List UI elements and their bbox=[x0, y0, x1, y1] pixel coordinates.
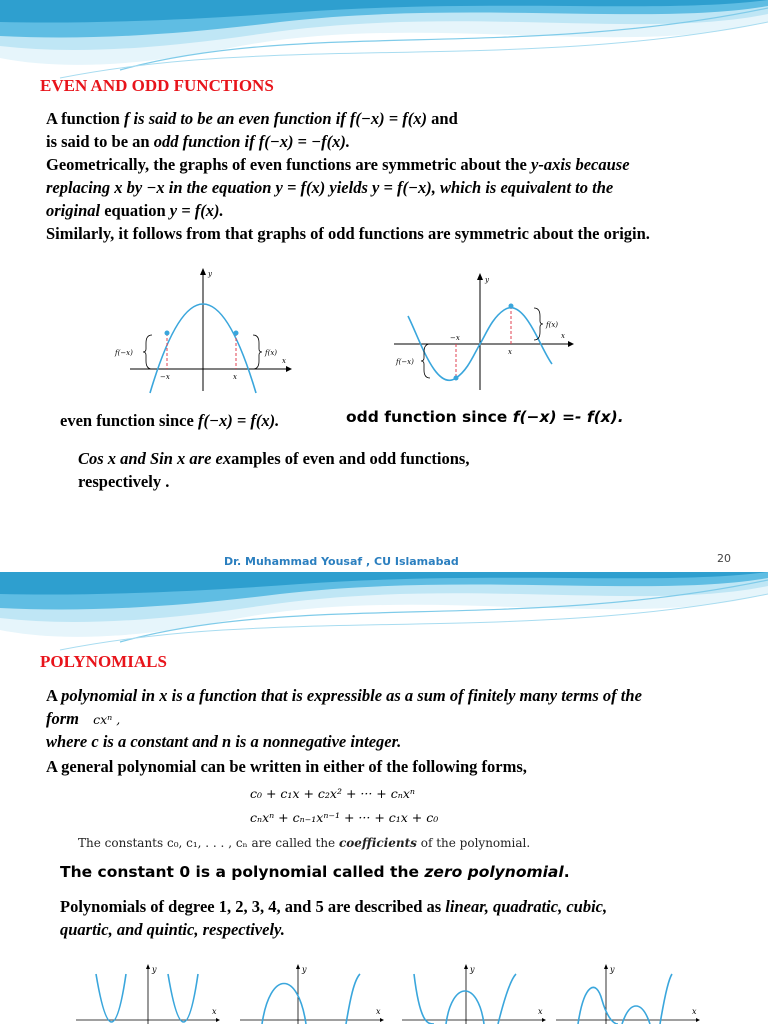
svg-text:−x: −x bbox=[160, 373, 170, 381]
geometric-line-2: replacing x by −x in the equation y = f(x) yields y = f(−x), which is equivalent to the bbox=[46, 178, 614, 197]
svg-text:x: x bbox=[538, 1007, 543, 1016]
odd-caption: odd function since f(−x) =- f(x). bbox=[346, 408, 624, 426]
formula-descending: cₙxⁿ + cₙ₋₁xⁿ⁻¹ + ··· + c₁x + c₀ bbox=[250, 810, 439, 825]
odd-symmetry-line: Similarly, it follows from that graphs of odd functions are symmetric about the origin. bbox=[46, 224, 650, 243]
slide-polynomials bbox=[0, 572, 768, 1024]
odd-function-graph bbox=[388, 272, 578, 392]
coefficients-line: The constants c₀, c₁, . . . , cₙ are called the coefficients of the polynomial. bbox=[78, 836, 531, 850]
polynomial-graph-4 bbox=[552, 960, 702, 1024]
general-forms-line: A general polynomial can be written in either of the following forms, bbox=[46, 757, 527, 776]
svg-text:y: y bbox=[152, 965, 157, 974]
svg-text:x: x bbox=[282, 357, 286, 365]
wave-banner bbox=[0, 572, 768, 662]
svg-text:y: y bbox=[208, 270, 212, 278]
formula-ascending: c₀ + c₁x + c₂x² + ··· + cₙxⁿ bbox=[250, 786, 415, 801]
svg-text:x: x bbox=[212, 1007, 217, 1016]
polynomial-graph-2 bbox=[236, 960, 386, 1024]
svg-text:x: x bbox=[561, 332, 565, 340]
degree-line-1: Polynomials of degree 1, 2, 3, 4, and 5 are described as linear, quadratic, cubic, bbox=[60, 897, 608, 916]
polynomial-def-line-1: A polynomial in x is a function that is expressible as a sum of finitely many terms of the bbox=[46, 686, 642, 705]
page-number: 20 bbox=[717, 552, 731, 565]
geometric-line-3: original equation y = f(x). bbox=[46, 201, 224, 220]
svg-text:y: y bbox=[470, 965, 475, 974]
svg-text:f(x): f(x) bbox=[546, 321, 559, 329]
svg-text:y: y bbox=[485, 276, 489, 284]
zero-polynomial-line: The constant 0 is a polynomial called the zero polynomial. bbox=[60, 863, 570, 881]
svg-text:y: y bbox=[302, 965, 307, 974]
svg-text:x: x bbox=[508, 348, 512, 356]
svg-text:x: x bbox=[376, 1007, 381, 1016]
heading-even-odd: EVEN AND ODD FUNCTIONS bbox=[40, 76, 274, 95]
heading-polynomials: POLYNOMIALS bbox=[40, 652, 167, 671]
polynomial-def-line-3: where c is a constant and n is a nonnegative integer. bbox=[46, 732, 402, 751]
polynomial-graph-1 bbox=[72, 960, 222, 1024]
polynomial-def-line-2: form cxⁿ , bbox=[46, 709, 121, 728]
svg-text:f(x): f(x) bbox=[265, 349, 278, 357]
def-line-2: is said to be an odd function if f(−x) = −f(x). bbox=[46, 132, 350, 151]
polynomial-graph-3 bbox=[398, 960, 548, 1024]
even-caption: even function since f(−x) = f(x). bbox=[60, 411, 280, 430]
even-function-graph bbox=[110, 265, 300, 395]
svg-text:−x: −x bbox=[450, 334, 460, 342]
geometric-line-1: Geometrically, the graphs of even functions are symmetric about the y-axis because bbox=[46, 155, 630, 174]
degree-line-2: quartic, and quintic, respectively. bbox=[60, 920, 285, 939]
svg-text:x: x bbox=[233, 373, 237, 381]
svg-text:x: x bbox=[692, 1007, 697, 1016]
def-line-1: A function f is said to be an even function if f(−x) = f(x) and bbox=[46, 109, 458, 128]
examples-line-1: Cos x and Sin x are examples of even and odd functions, bbox=[78, 449, 470, 468]
svg-text:f(−x): f(−x) bbox=[115, 349, 133, 357]
svg-text:y: y bbox=[610, 965, 615, 974]
svg-text:f(−x): f(−x) bbox=[396, 358, 414, 366]
footer-author: Dr. Muhammad Yousaf , CU Islamabad bbox=[224, 555, 459, 568]
examples-line-2: respectively . bbox=[78, 472, 170, 491]
